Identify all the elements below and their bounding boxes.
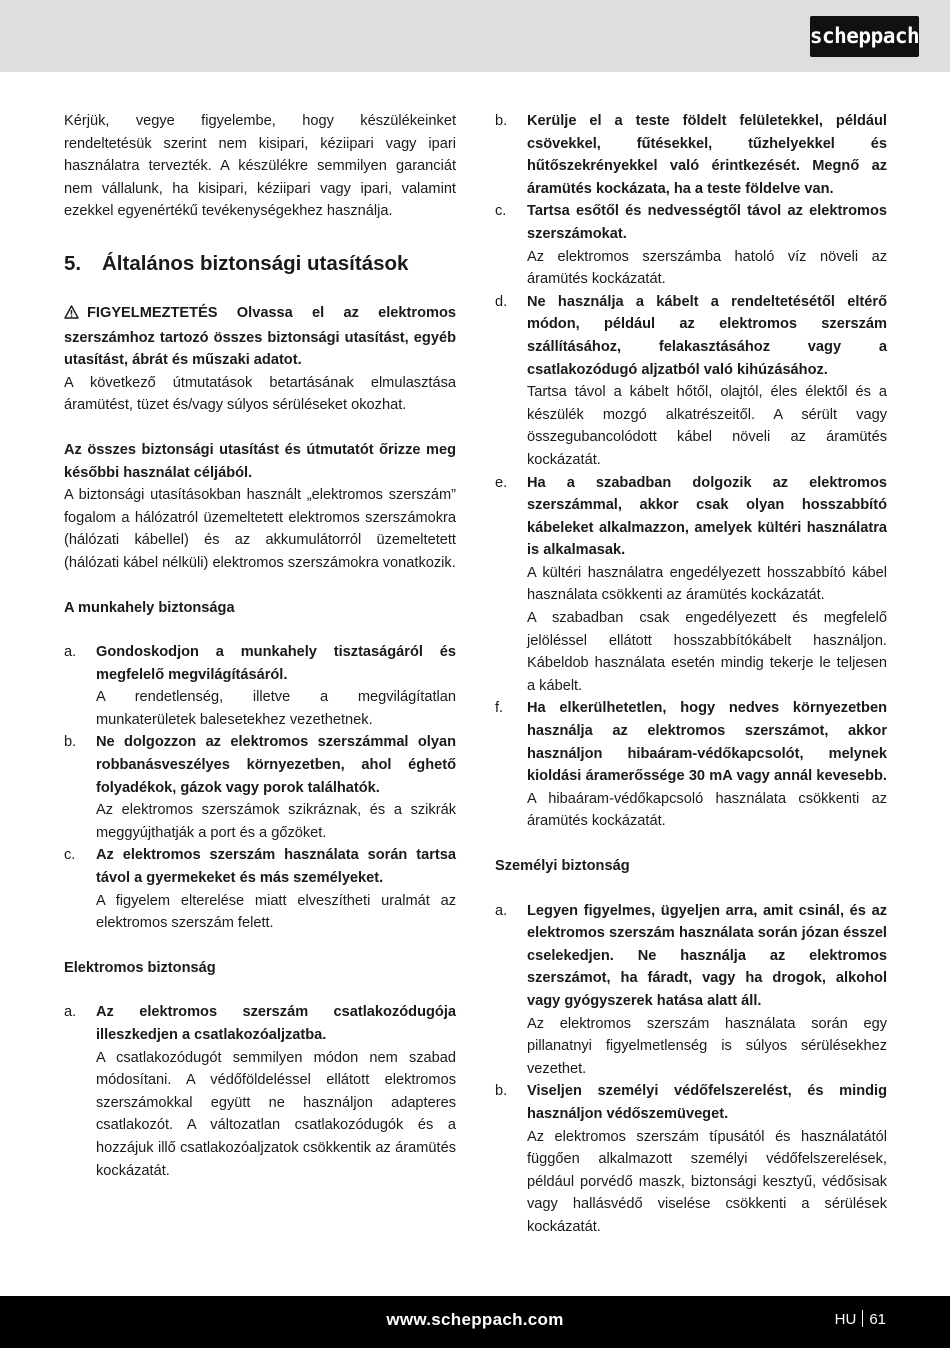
- item-paragraph: [527, 697, 887, 833]
- item-text: A csatlakozódugót semmilyen módon nem szabad módosítani. A védőföldeléssel ellátott elektromos szerszámokkal együtt ne használjon adapteres csatlakozót. A változatlan csatlakozódugók és a hozzájuk illő csatlakozóaljzatok csökkentik az áramütés kockázatát.: [96, 1049, 456, 1179]
- item-bold-text: Ne használja a kábelt a rendeltetésétől eltérő módon, például az elektromos szerszám szállításához, felakasztásához vagy a csatlakozódugó aljzatból való kihúzásához.: [527, 293, 887, 378]
- list-item: [64, 844, 456, 934]
- right-column: [495, 110, 887, 1239]
- item-letter: b.: [64, 734, 77, 751]
- item-letter: e.: [495, 474, 508, 491]
- item-text: A rendetlenség, illetve a megvilágítatlan munkaterületek balesetekhez vezethetnek.: [96, 689, 456, 728]
- list-item: [495, 1080, 887, 1238]
- divider: [862, 1310, 863, 1327]
- item-letter: d.: [495, 293, 508, 310]
- page-number: 61: [869, 1311, 886, 1328]
- list-item: [495, 200, 887, 290]
- warning-paragraph: [64, 302, 456, 372]
- scheppach-logo: scheppach: [810, 16, 919, 57]
- intro-paragraph: Kérjük, vegye figyelembe, hogy készülékeinket rendeltetésük szerint nem kisipari, kéziipari vagy ipari használatra tervezték. A készülékre semmilyen garanciát nem vállalunk, ha kisipari, kéziipari vagy ipari, valamint ezekkel egyenértékű tevékenységekhez használja.: [64, 113, 456, 220]
- item-bold-text: Legyen figyelmes, ügyeljen arra, amit csinál, és az elektromos szerszám használata során józan ésszel cselekedjen. Ne használja az elektromos szerszámot, ha fáradt, vagy ha drogok, alkohol vagy gyógyszerek hatása alatt áll.: [527, 902, 887, 1009]
- warning-triangle-icon: [64, 304, 79, 327]
- list-item: [495, 110, 887, 200]
- item-bold-text: Viseljen személyi védőfelszerelést, és mindig használjon védőszemüveget.: [527, 1083, 887, 1122]
- item-bold-text: Ha a szabadban dolgozik az elektromos szerszámmal, akkor csak olyan hosszabbító kábeleket alkalmazzon, amelyek kültéri használatra is alkalmasak.: [527, 474, 887, 559]
- item-bold-text: Tartsa esőtől és nedvességtől távol az elektromos szerszámokat.: [527, 203, 887, 242]
- item-letter: b.: [495, 113, 508, 129]
- item-letter: c.: [495, 203, 507, 220]
- item-letter: a.: [64, 644, 77, 661]
- footer-url-link[interactable]: www.scheppach.com: [386, 1310, 564, 1329]
- work-area-heading: A munkahely biztonsága: [64, 599, 235, 616]
- item-letter: a.: [64, 1004, 77, 1021]
- item-letter: f.: [495, 700, 504, 717]
- item-letter: c.: [64, 847, 76, 864]
- personal-safety-heading: Személyi biztonság: [495, 858, 630, 874]
- list-item: [64, 731, 456, 844]
- item-text: A figyelem elterelése miatt elveszítheti uralmát az elektromos szerszám felett.: [96, 892, 456, 932]
- list-item: [495, 291, 887, 472]
- item-text-2: A szabadban csak engedélyezett és megfelelő jelöléssel ellátott hosszabbítókábelt használjon. Kábeldob használata esetén mindig tekerje le teljesen a kábelt.: [527, 610, 887, 694]
- list-item: [495, 472, 887, 698]
- warning-bold-text: FIGYELMEZTETÉS Olvassa el az elektromos szerszámhoz tartozó összes biztonsági utasítást, egyéb utasítást, ábrát és műszaki adatot.: [64, 304, 456, 369]
- item-bold-text: Ne dolgozzon az elektromos szerszámmal olyan robbanásveszélyes környezetben, ahol éghető folyadékok, gázok vagy porok találhatók.: [96, 734, 456, 796]
- item-bold-text: Ha elkerülhetetlen, hogy nedves környezetben használja az elektromos szerszámot, akkor használjon hibaáram-védőkapcsolót, melynek kioldási áramerőssége 30 mA vagy annál kevesebb.: [527, 700, 887, 785]
- section-title: Általános biztonsági utasítások: [102, 251, 409, 275]
- list-item: [495, 697, 887, 833]
- item-text: Az elektromos szerszámba hatoló víz növeli az áramütés kockázatát.: [527, 248, 887, 288]
- item-text: Az elektromos szerszám használata során egy pillanatnyi figyelmetlenség is súlyos sérülésekhez vezethet.: [527, 1015, 887, 1077]
- section-heading: [64, 250, 456, 278]
- item-letter: b.: [495, 1083, 508, 1100]
- item-bold-text: Az elektromos szerszám használata során tartsa távol a gyermekeket és más személyeket.: [96, 847, 456, 887]
- electrical-safety-heading: Elektromos biztonság: [64, 959, 216, 976]
- item-bold-text: Gondoskodjon a munkahely tisztaságáról és megfelelő megvilágításáról.: [96, 644, 456, 683]
- keep-instructions-bold: Az összes biztonsági utasítást és útmutatót őrizze meg későbbi használat céljából.: [64, 441, 456, 481]
- item-text: Az elektromos szerszámok szikráznak, és a szikrák meggyújthatják a port és a gőzöket.: [96, 802, 456, 841]
- item-text: Tartsa távol a kábelt hőtől, olajtól, éles élektől és a készülék mozgó alkatrészeitől. A sérült vagy összegubancolódott kábel növeli az áramütés kockázatát.: [527, 384, 887, 468]
- keep-instructions-text: A biztonsági utasításokban használt „elektromos szerszám” fogalom a hálózatról üzemeltetett elektromos szerszámokra (hálózati kábellel) és az akkumulátorról üzemeltetett (hálózati kábel nélküli) elektromos szerszámokra vonatkozik.: [64, 487, 456, 571]
- item-bold-text: Az elektromos szerszám csatlakozódugója illeszkedjen a csatlakozóaljzatba.: [96, 1004, 456, 1043]
- header-band: [0, 0, 950, 72]
- warning-text: A következő útmutatások betartásának elmulasztása áramütést, tüzet és/vagy súlyos sérüléseket okozhat.: [64, 374, 456, 414]
- footer-bar: [0, 1296, 950, 1348]
- left-column: [64, 110, 456, 1182]
- item-text: A kültéri használatra engedélyezett hosszabbító kábel használata csökkenti az áramütés kockázatát.: [527, 564, 887, 604]
- list-item: [64, 1001, 456, 1182]
- item-text: Az elektromos szerszám típusától és használatától függően alkalmazott személyi védőfelszerelések, például porvédő maszk, biztonsági kesztyű, védősisak vagy hallásvédő viselése csökkenti a sérülések kockázatát.: [527, 1128, 887, 1235]
- item-letter: a.: [495, 902, 508, 919]
- item-bold-text: Kerülje el a teste földelt felületekkel, például csövekkel, fűtésekkel, tűzhelyekkel és hűtőszekrényekkel való érintkezését. Megnő az áramütés kockázata, ha a teste földelve van.: [527, 113, 887, 197]
- section-number: 5.: [64, 251, 82, 275]
- page-indicator: [835, 1309, 886, 1332]
- list-item: [495, 900, 887, 1081]
- language-code: HU: [834, 1311, 857, 1328]
- list-item: [64, 641, 456, 731]
- item-text: A hibaáram-védőkapcsoló használata csökkenti az áramütés kockázatát.: [527, 790, 887, 830]
